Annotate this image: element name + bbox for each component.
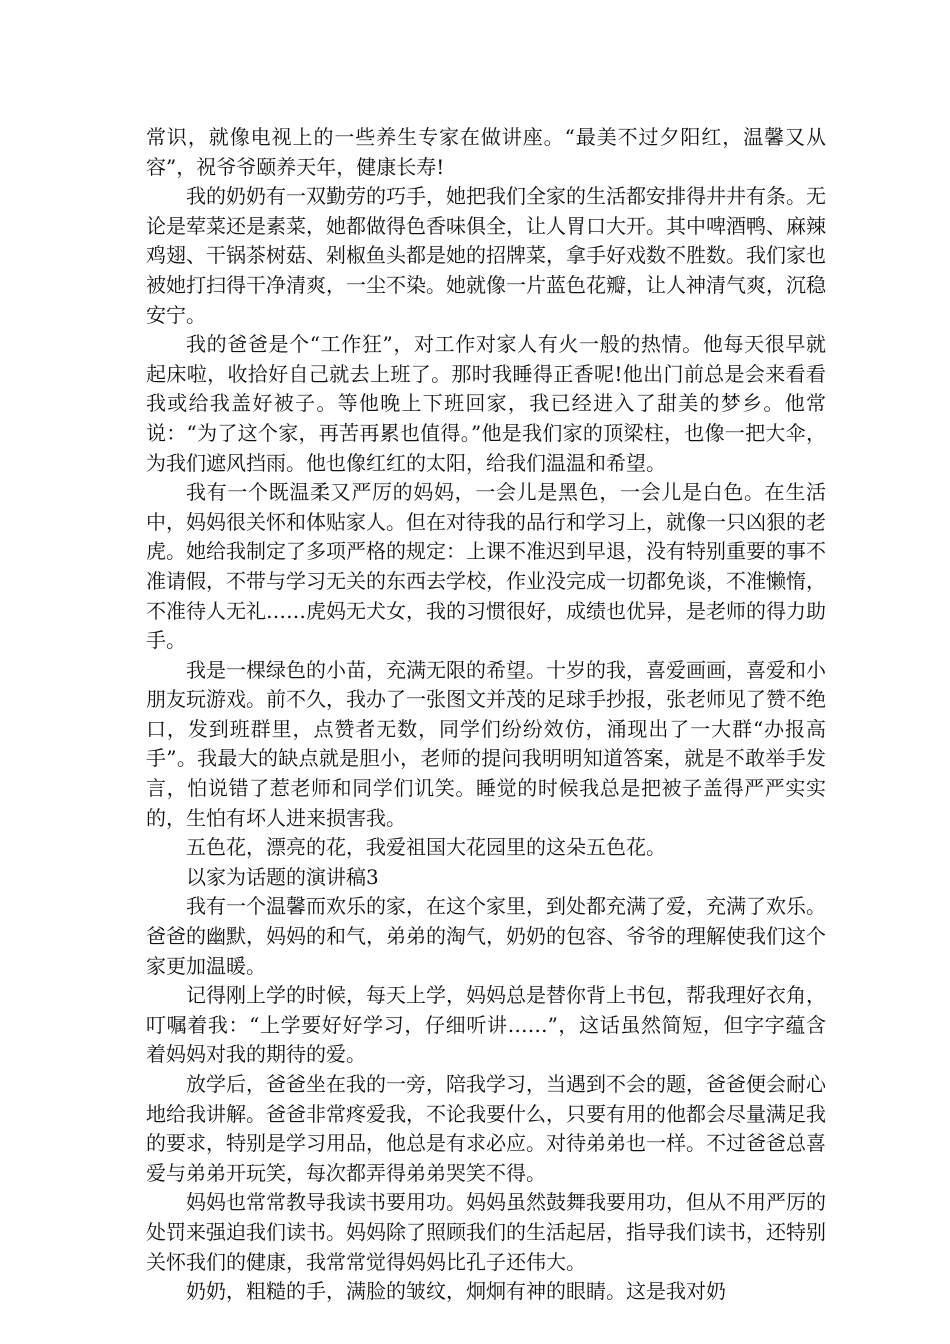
paragraph-me-sprout: 我是一棵绿色的小苗，充满无限的希望。十岁的我，喜爱画画，喜爱和小朋友玩游戏。前不久，我办了一张图文并茂的足球手抄报，张老师见了赞不绝口，发到班群里，点赞者无数，同学们纷纷效仿，涌现出了一大群“办报高手”。我最大的缺点就是胆小，老师的提问我明明知道答案，就是不敢举手发言，怕说错了惹老师和同学们讥笑。睡觉的时候我总是把被子盖得严严实实的，生怕有坏人进来损害我。 [146, 657, 826, 830]
paragraph-mom-teaching: 妈妈也常常教导我读书要用功。妈妈虽然鼓舞我要用功，但从不用严厉的处罚来强迫我们读书。妈妈除了照顾我们的生活起居，指导我们读书，还特别关怀我们的健康，我常常觉得妈妈比孔子还伟大。 [146, 1190, 826, 1274]
document-page [146, 123, 826, 1307]
paragraph-mom-gentle-strict: 我有一个既温柔又严厉的妈妈，一会儿是黑色，一会儿是白色。在生活中，妈妈很关怀和体贴家人。但在对待我的品行和学习上，就像一只凶狠的老虎。她给我制定了多项严格的规定：上课不准迟到早退，没有特别重要的事不准请假，不带与学习无关的东西去学校，作业没完成一切都免谈，不准懒惰，不准待人无礼……虎妈无犬女，我的习惯很好，成绩也优异，是老师的得力助手。 [146, 480, 826, 653]
paragraph-grandma-hands: 我的奶奶有一双勤劳的巧手，她把我们全家的生活都安排得井井有条。无论是荤菜还是素菜，她都做得色香味俱全，让人胃口大开。其中啤酒鸭、麻辣鸡翅、干锅茶树菇、剁椒鱼头都是她的招牌菜，拿手好戏数不胜数。我们家也被她打扫得干净清爽，一尘不染。她就像一片蓝色花瓣，让人神清气爽，沉稳安宁。 [146, 184, 826, 327]
paragraph-first-school-day: 记得刚上学的时候，每天上学，妈妈总是替你背上书包，帮我理好衣角，叮嘱着我：“上学要好好学习，仔细听讲……”，这话虽然简短，但字字蕴含着妈妈对我的期待的爱。 [146, 983, 826, 1067]
paragraph-after-school: 放学后，爸爸坐在我的一旁，陪我学习，当遇到不会的题，爸爸便会耐心地给我讲解。爸爸非常疼爱我，不论我要什么，只要有用的他都会尽量满足我的要求，特别是学习用品，他总是有求必应。对待弟弟也一样。不过爸爸总喜爱与弟弟开玩笑，每次都弄得弟弟哭笑不得。 [146, 1072, 826, 1185]
paragraph-grandma-description: 奶奶，粗糙的手，满脸的皱纹，炯炯有神的眼睛。这是我对奶 [186, 1279, 726, 1304]
paragraph-dad-workaholic: 我的爸爸是个“工作狂”，对工作对家人有火一般的热情。他每天很早就起床啦，收拾好自己就去上班了。那时我睡得正香呢!他出门前总是会来看看我或给我盖好被子。等他晚上下班回家，我已经进入了甜美的梦乡。他常说：“为了这个家，再苦再累也值得。”他是我们家的顶梁柱，也像一把大伞，为我们遮风挡雨。他也像红红的太阳，给我们温温和希望。 [146, 332, 826, 475]
paragraph-warm-home: 我有一个温馨而欢乐的家，在这个家里，到处都充满了爱，充满了欢乐。爸爸的幽默，妈妈的和气，弟弟的淘气，奶奶的包容、爷爷的理解使我们这个家更加温暖。 [146, 894, 826, 978]
section-heading: 以家为话题的演讲稿3 [186, 864, 379, 889]
paragraph-five-color-flower: 五色花，漂亮的花，我爱祖国大花园里的这朵五色花。 [186, 835, 666, 860]
paragraph-continued: 常识，就像电视上的一些养生专家在做讲座。“最美不过夕阳红，温馨又从容”，祝爷爷颐养天年，健康长寿! [146, 125, 826, 179]
